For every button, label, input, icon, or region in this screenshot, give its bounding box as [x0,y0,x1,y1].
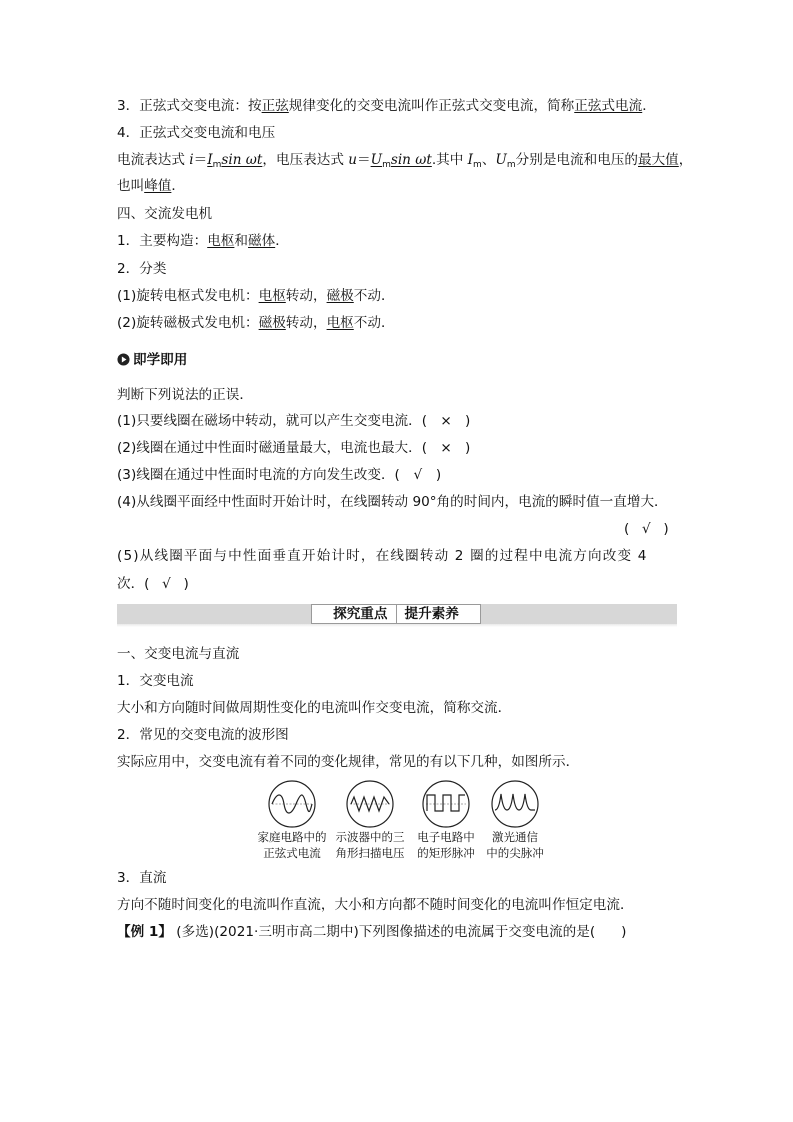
figure-caption-3: 电子电路中 的矩形脉冲 [417,830,475,860]
figure-caption-2: 示波器中的三 角形扫描电压 [335,830,405,860]
dc-definition: 方向不随时间变化的电流叫作直流，大小和方向都不随时间变化的电流叫作恒定电流． [117,897,634,913]
rotating-armature-generator: (1)旋转电枢式发电机：电枢转动，磁极不动． [117,288,395,304]
rotating-pole-generator: (2)旋转磁极式发电机：磁极转动，电枢不动． [117,315,395,331]
part-1-title: 一、交变电流与直流 [117,646,240,662]
sine-wave-figure [262,780,322,828]
section-generator-title: 四、交流发电机 [117,206,213,222]
waveform-description: 实际应用中，交变电流有着不同的变化规律，常见的有以下几种，如图所示． [117,754,580,770]
judge-item-4-answer: ( √ ) [624,521,669,537]
section-banner-title: 探究重点 提升素养 [311,604,481,624]
waveform-heading: 2．常见的交变电流的波形图 [117,727,289,743]
square-wave-figure [416,780,476,828]
generator-classification: 2．分类 [117,261,167,277]
play-circle-icon [117,353,130,366]
judge-item-1: (1)只要线圈在磁场中转动，就可以产生交变电流．( × ) [117,413,471,429]
judge-item-3: (3)线圈在通过中性面时电流的方向发生改变．( √ ) [117,467,442,483]
judge-item-5-cont: 次．( √ ) [117,576,189,592]
banner-divider [396,605,397,623]
sinusoidal-current-voltage-heading: 4．正弦式交变电流和电压 [117,125,276,141]
formula-line-2: 也叫峰值． [117,178,185,194]
triangle-wave-figure [340,780,400,828]
formula-line: 电流表达式 $i=I_m\sin$ ωt，电压表达式 $u=U_m\sin$ ωt.其中 $I_m$、$U_m$分别是电流和电压的最大值， [117,152,693,170]
figure-caption-1: 家庭电路中的 正弦式电流 [257,830,327,860]
answer-blank [595,924,621,940]
dc-heading: 3．直流 [117,870,167,886]
answer-mark-5: √ [162,576,171,592]
spike-pulse-figure [485,780,545,828]
judge-intro: 判断下列说法的正误． [117,387,253,403]
answer-mark-1: × [440,413,452,429]
answer-mark-4: √ [641,521,651,537]
judge-item-2: (2)线圈在通过中性面时磁通量最大，电流也最大．( × ) [117,440,471,456]
judge-item-4: (4)从线圈平面经中性面时开始计时，在线圈转动 90°角的时间内，电流的瞬时值一直增大． [117,494,668,510]
example-1: 【例 1】 (多选)(2021·三明市高二期中)下列图像描述的电流属于交变电流的是( ) [117,924,627,940]
answer-mark-3: √ [413,467,423,483]
answer-mark-2: × [440,440,452,456]
judge-item-5: (5)从线圈平面与中性面垂直开始计时，在线圈转动 2 圈的过程中电流方向改变 4 [117,548,648,564]
sinusoidal-current-definition: 3．正弦式交变电流：按正弦规律变化的交变电流叫作正弦式交变电流，简称正弦式电流． [117,98,656,114]
ac-definition: 大小和方向随时间做周期性变化的电流叫作交变电流，简称交流． [117,700,512,716]
example-label: 【例 1】 [117,924,172,940]
figure-caption-4: 激光通信 中的尖脉冲 [486,830,544,860]
generator-structure: 1．主要构造：电枢和磁体． [117,233,289,249]
ac-heading: 1．交变电流 [117,673,194,689]
learn-apply-heading: 即学即用 [117,350,187,370]
section-banner-shadow [117,624,677,627]
